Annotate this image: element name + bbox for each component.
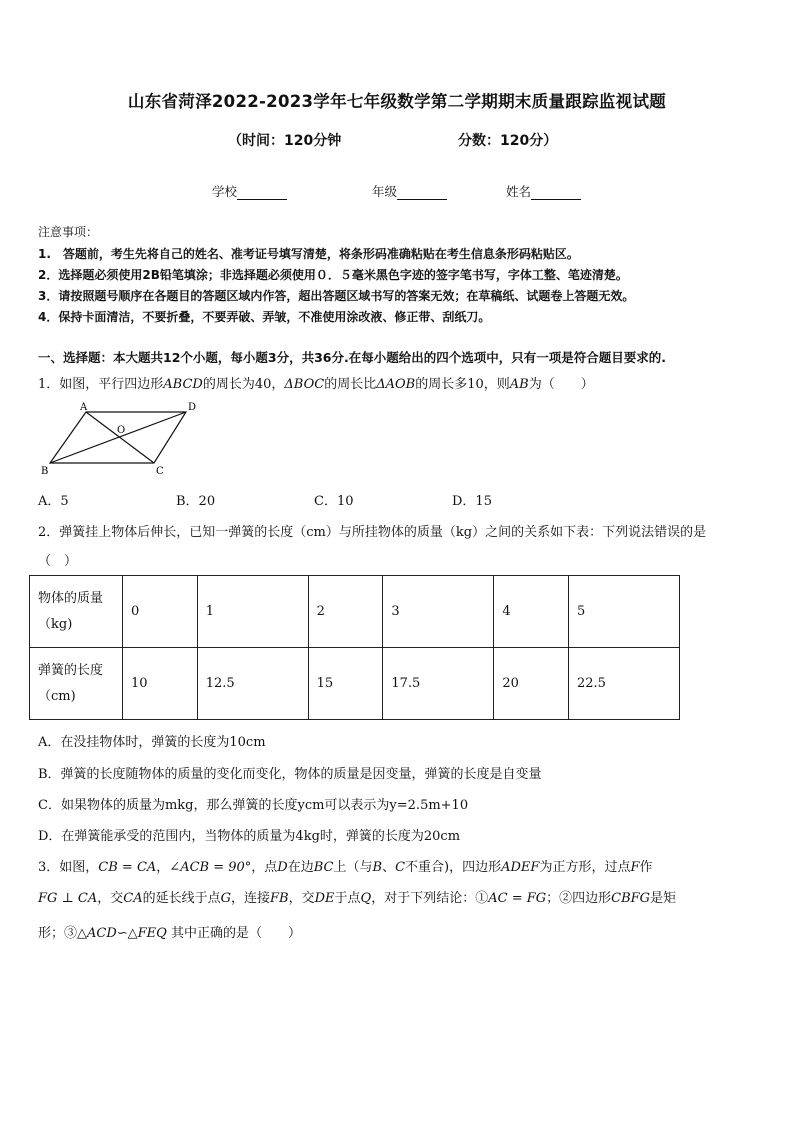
diagonal-ac bbox=[86, 412, 154, 463]
grade-field bbox=[372, 182, 447, 200]
label-c: C bbox=[156, 466, 164, 477]
table-cell: 10 bbox=[123, 648, 198, 720]
label-o: O bbox=[117, 425, 126, 436]
table-cell: 15 bbox=[308, 648, 383, 720]
question-3-line-3: 形；③△ACD∽△FEQ 其中正确的是（ ） bbox=[38, 926, 301, 941]
school-label: 学校 bbox=[212, 184, 238, 199]
question-2-stem-end: （ ） bbox=[38, 554, 78, 569]
table-cell: 20 bbox=[494, 648, 569, 720]
q2-option-c: C．如果物体的质量为mkg，那么弹簧的长度ycm可以表示为y=2.5m+10 bbox=[38, 798, 469, 813]
section-heading: 一、选择题：本大题共12个小题，每小题3分，共36分.在每小题给出的四个选项中，只有一项是符合题目要求的. bbox=[38, 350, 666, 365]
note-item: 3．请按照题号顺序在各题目的答题区域内作答，超出答题区域书写的答案无效；在草稿纸、试题卷上答题无效。 bbox=[38, 289, 635, 303]
table-cell: 22.5 bbox=[569, 648, 680, 720]
page-title: 山东省菏泽2022-2023学年七年级数学第二学期期末质量跟踪监视试题 bbox=[127, 92, 667, 111]
q2-option-d: D．在弹簧能承受的范围内，当物体的质量为4kg时，弹簧的长度为20cm bbox=[38, 829, 461, 844]
exam-time: （时间：120分钟 bbox=[228, 133, 342, 149]
table-cell: 2 bbox=[308, 576, 383, 648]
grade-label: 年级 bbox=[372, 184, 398, 199]
table-header-cell: 物体的质量 （kg) bbox=[30, 576, 123, 648]
grade-blank bbox=[397, 186, 447, 200]
note-item: 1. 答题前，考生先将自己的姓名、准考证号填写清楚，将条形码准确粘贴在考生信息条形码粘贴区。 bbox=[38, 247, 579, 261]
table-cell: 0 bbox=[123, 576, 198, 648]
spring-table bbox=[29, 575, 680, 720]
question-1-stem: 1．如图，平行四边形ABCD的周长为40，ΔBOC的周长比ΔAOB的周长多10，则AB为（ ） bbox=[38, 377, 594, 392]
q1-option-b: B．20 bbox=[176, 494, 216, 509]
diagonal-bd bbox=[50, 412, 186, 463]
table-cell: 3 bbox=[383, 576, 494, 648]
table-cell: 4 bbox=[494, 576, 569, 648]
label-d: D bbox=[188, 402, 197, 413]
table-cell: 17.5 bbox=[383, 648, 494, 720]
label-b: B bbox=[41, 466, 49, 477]
q1-option-c: C．10 bbox=[314, 494, 354, 509]
q2-option-b: B．弹簧的长度随物体的质量的变化而变化，物体的质量是因变量，弹簧的长度是自变量 bbox=[38, 767, 542, 782]
table-cell: 1 bbox=[197, 576, 308, 648]
table-row bbox=[30, 576, 680, 648]
school-field bbox=[212, 182, 287, 200]
question-2-stem: 2．弹簧挂上物体后伸长，已知一弹簧的长度（cm）与所挂物体的质量（kg）之间的关系如下表：下列说法错误的是 bbox=[38, 525, 707, 540]
note-item: 2．选择题必须使用2B铅笔填涂；非选择题必须使用０．５毫米黑色字迹的签字笔书写，字体工整、笔迹清楚。 bbox=[38, 268, 628, 282]
table-row bbox=[30, 648, 680, 720]
table-cell: 12.5 bbox=[197, 648, 308, 720]
note-item: 4．保持卡面清洁，不要折叠，不要弄破、弄皱，不准使用涂改液、修正带、刮纸刀。 bbox=[38, 310, 491, 324]
q1-option-d: D．15 bbox=[452, 494, 492, 509]
name-field bbox=[506, 182, 581, 200]
name-blank bbox=[531, 186, 581, 200]
question-3-line-2: FG ⊥ CA，交CA的延长线于点G，连接FB，交DE于点Q，对于下列结论：①AC = FG；②四边形CBFG是矩 bbox=[38, 891, 677, 906]
notes-heading: 注意事项： bbox=[38, 225, 99, 239]
label-a: A bbox=[80, 402, 88, 413]
name-label: 姓名 bbox=[506, 184, 532, 199]
table-header-cell: 弹簧的长度 （cm) bbox=[30, 648, 123, 720]
q1-option-a: A．5 bbox=[38, 494, 69, 509]
exam-score: 分数：120分） bbox=[458, 133, 558, 149]
school-blank bbox=[237, 186, 287, 200]
table-cell: 5 bbox=[569, 576, 680, 648]
question-3-line-1: 3．如图，CB = CA，∠ACB = 90°，点D在边BC上（与B、C不重合)，四边形ADEF为正方形，过点F作 bbox=[38, 860, 653, 875]
parallelogram-figure bbox=[36, 400, 206, 478]
q2-option-a: A．在没挂物体时，弹簧的长度为10cm bbox=[38, 735, 266, 750]
